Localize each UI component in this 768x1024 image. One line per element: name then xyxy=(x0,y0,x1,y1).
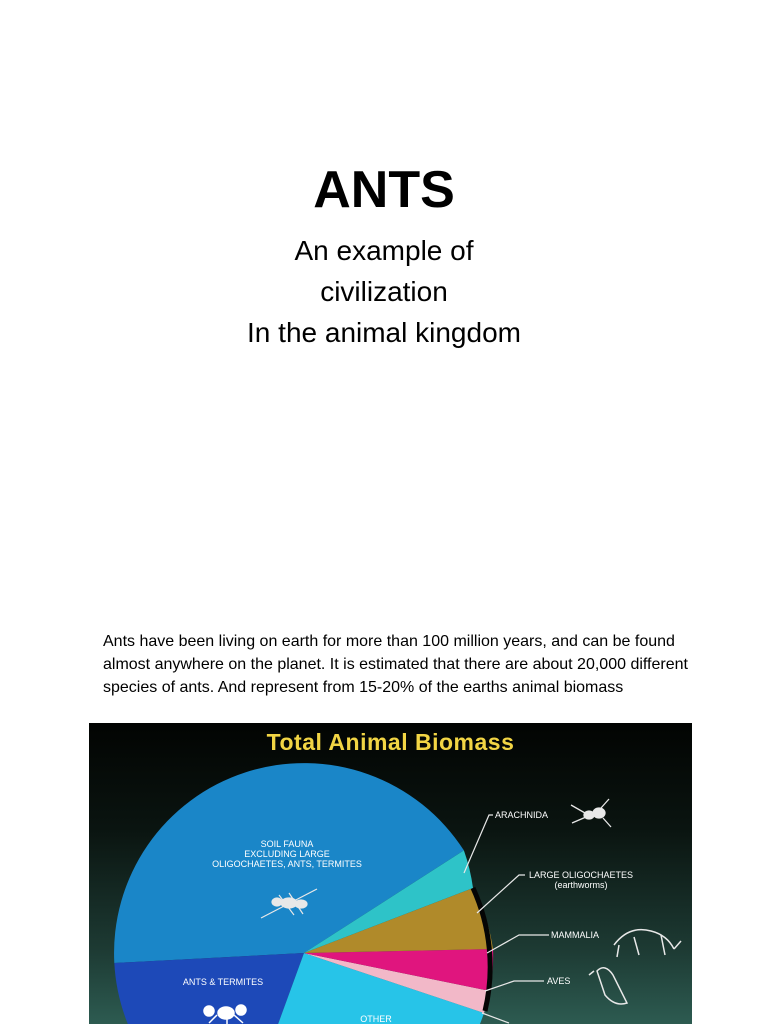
figure-title: Total Animal Biomass xyxy=(266,729,515,755)
label-line: OLIGOCHAETES, ANTS, TERMITES xyxy=(212,859,362,869)
biomass-figure xyxy=(89,723,692,1024)
label-arachnida: ARACHNIDA xyxy=(495,810,549,820)
label-line: EXCLUDING LARGE xyxy=(244,849,330,859)
mammal-icon xyxy=(614,930,681,957)
label-mammalia: MAMMALIA xyxy=(551,930,600,940)
subtitle-line: civilization xyxy=(320,276,448,307)
bird-icon xyxy=(589,968,627,1004)
label-line: SOIL FAUNA xyxy=(260,839,314,849)
label-ants-termites: ANTS & TERMITES xyxy=(182,977,264,987)
label-aves: AVES xyxy=(547,976,571,986)
description-paragraph: Ants have been living on earth for more than 100 million years, and can be found almost anywhere on the planet. It is estimated that there are about 20,000 different species of ants. And represent from 15-20% of the earths animal biomass xyxy=(103,633,688,696)
spider-icon xyxy=(571,799,611,827)
subtitle-line: An example of xyxy=(294,235,474,266)
label-large-oligochaetes xyxy=(529,870,633,890)
label-line: (earthworms) xyxy=(554,880,608,890)
subtitle-line: In the animal kingdom xyxy=(247,317,521,348)
slide-subtitle xyxy=(0,230,768,353)
label-other: OTHER xyxy=(360,1014,392,1024)
label-soil-fauna xyxy=(187,839,387,869)
slide-title: ANTS xyxy=(313,161,455,219)
label-line: LARGE OLIGOCHAETES xyxy=(529,870,634,880)
